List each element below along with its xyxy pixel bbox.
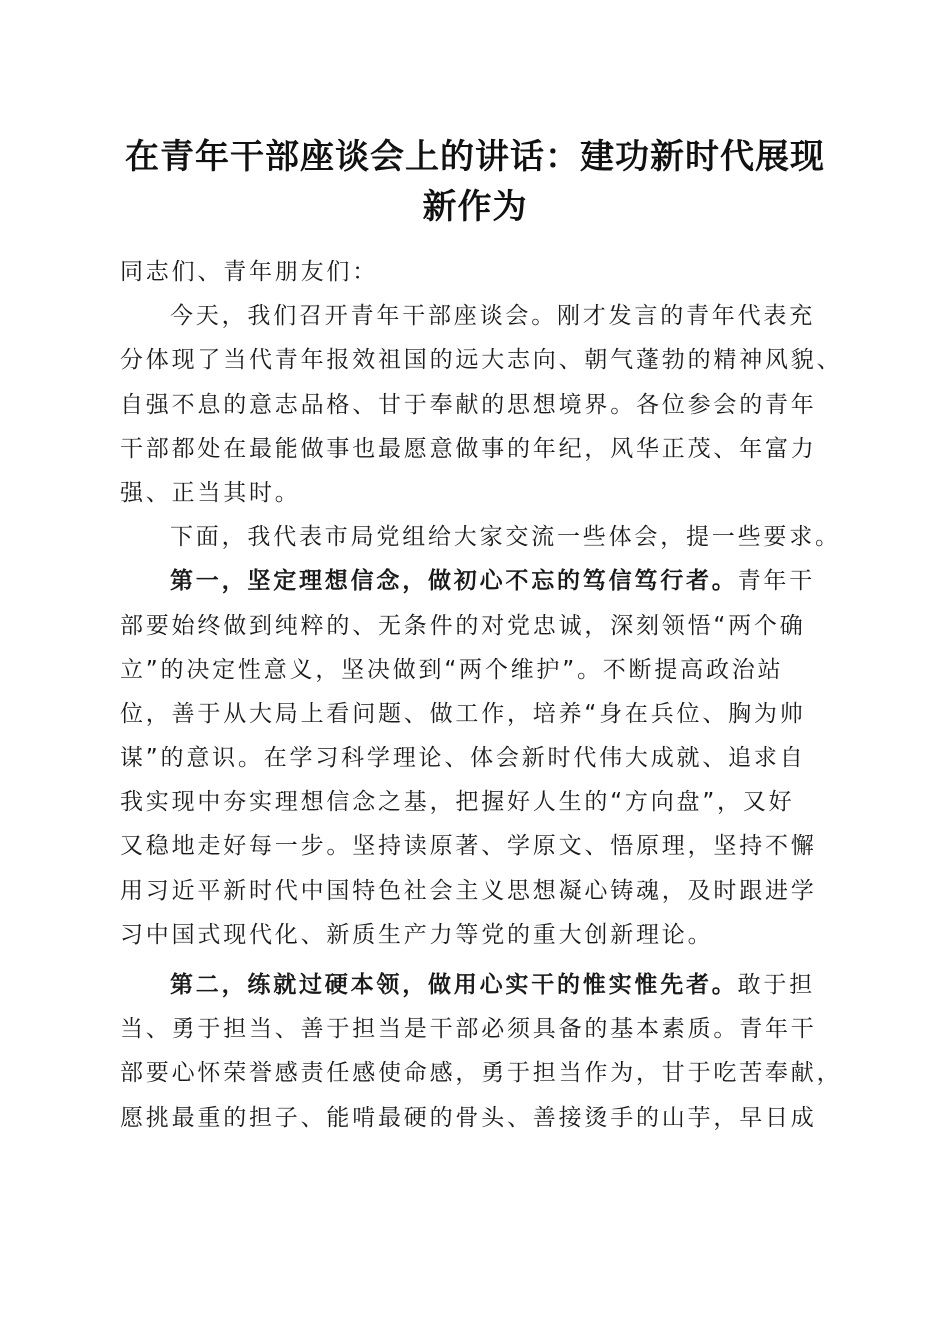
paragraph-line xyxy=(120,963,830,1007)
greeting: 同志们、青年朋友们： xyxy=(120,259,378,285)
paragraph-line: 下面，我代表市局党组给大家交流一些体会，提一些要求。 xyxy=(170,524,841,551)
paragraph-line: 部要始终做到纯粹的、无条件的对党忠诚，深刻领悟“两个确 xyxy=(120,612,806,639)
paragraph-line: 用习近平新时代中国特色社会主义思想凝心铸魂，及时跟进学 xyxy=(120,877,817,904)
paragraph-line: 立”的决定性意义，坚决做到“两个维护”。不断提高政治站 xyxy=(120,656,784,683)
paragraph-line: 自强不息的意志品格、甘于奉献的思想境界。各位参会的青年 xyxy=(120,391,817,418)
point-two-text: 敢于担 xyxy=(737,972,816,998)
paragraph-line: 习中国式现代化、新质生产力等党的重大创新理论。 xyxy=(120,921,714,948)
paragraph-line: 干部都处在最能做事也最愿意做事的年纪，风华正茂、年富力 xyxy=(120,435,817,462)
document-body xyxy=(120,250,843,1140)
paragraph-line: 部要心怀荣誉感责任感使命感，勇于担当作为，甘于吃苦奉献， xyxy=(120,1060,843,1087)
document-title xyxy=(100,132,850,232)
paragraph-line: 愿挑最重的担子、能啃最硬的骨头、善接烫手的山芋，早日成 xyxy=(120,1104,817,1131)
paragraph-point-one xyxy=(120,559,830,957)
point-one-heading: 第一，坚定理想信念，做初心不忘的笃信笃行者。 xyxy=(170,567,738,595)
paragraph-line: 强、正当其时。 xyxy=(120,479,301,506)
paragraph-line xyxy=(120,559,830,603)
point-two-heading: 第二，练就过硬本领，做用心实干的惟实惟先者。 xyxy=(170,971,738,998)
paragraph-line: 谋”的意识。在学习科学理论、体会新时代伟大成就、追求自 xyxy=(120,745,806,772)
point-one-text: 青年干 xyxy=(737,568,816,595)
paragraph-opening xyxy=(120,294,843,515)
paragraph-line: 今天，我们召开青年干部座谈会。刚才发言的青年代表充 xyxy=(170,303,815,330)
paragraph-line: 当、勇于担当、善于担当是干部必须具备的基本素质。青年干 xyxy=(120,1016,817,1043)
title-line-1: 在青年干部座谈会上的讲话：建功新时代展现 xyxy=(125,137,825,177)
paragraph-transition xyxy=(120,515,841,559)
paragraph-line: 又稳地走好每一步。坚持读原著、学原文、悟原理，坚持不懈 xyxy=(120,833,817,860)
paragraph-line: 位，善于从大局上看问题、做工作，培养“身在兵位、胸为帅 xyxy=(120,700,806,727)
title-line-2: 新作为 xyxy=(422,187,528,227)
paragraph-point-two xyxy=(120,963,843,1140)
paragraph-line: 分体现了当代青年报效祖国的远大志向、朝气蓬勃的精神风貌、 xyxy=(120,347,843,374)
paragraph-line: 我实现中夯实理想信念之基，把握好人生的“方向盘”，又好 xyxy=(120,789,795,816)
